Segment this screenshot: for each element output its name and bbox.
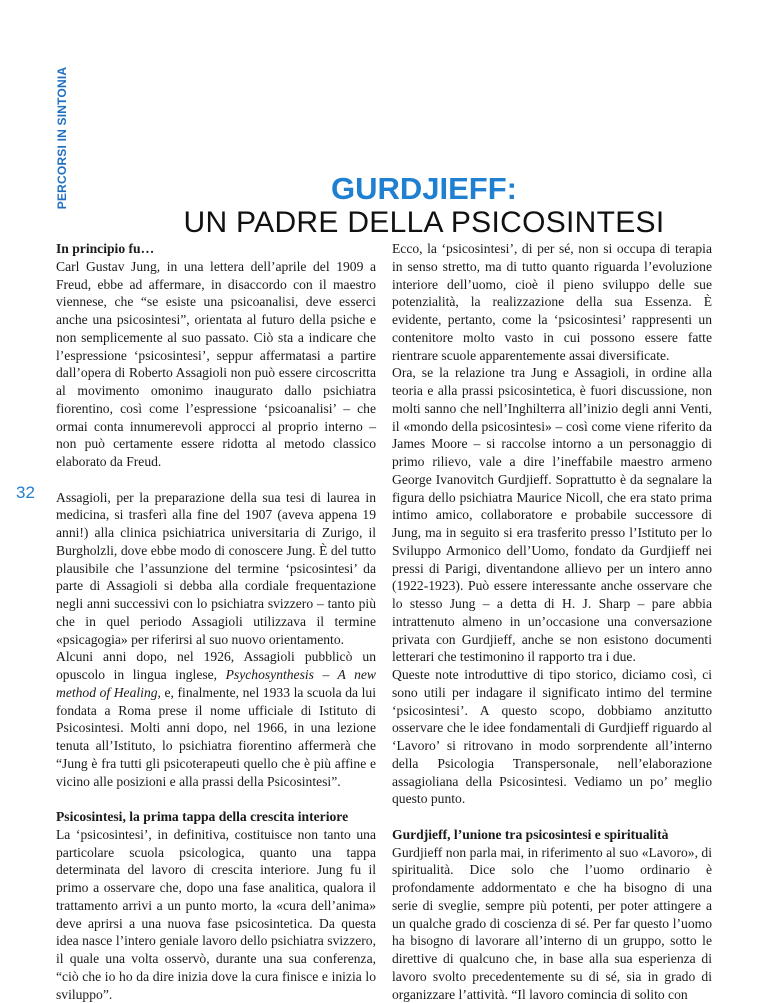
right-column <box>392 240 712 1003</box>
article-title: GURDJIEFF: <box>80 172 768 206</box>
paragraph <box>56 648 376 790</box>
article-subtitle: UN PADRE DELLA PSICOSINTESI <box>80 206 768 240</box>
paragraph: Queste note introduttive di tipo storico, diciamo così, ci sono utili per indagare il significato intimo del termine ‘psicosintesi’. A questo scopo, dobbiamo anzitutto osservare che le idee fondamentali di Gurdjieff riguardo al ‘Lavoro’ si ritrovano in modo sorprendente all’interno della Psicologia Transpersonale, nell’elaborazione assagioliana della Psicosintesi. Vediamo un po’ meglio questo punto. <box>392 666 712 808</box>
paragraph-text: , e, finalmente, nel 1933 la scuola da lui fondata a Roma prese il nome ufficiale di Istituto di Psicosintesi. Molti anni dopo, nel 1966, in una lezione tenuta all’Istituto, lo psichiatra fiorentino affermerà che “Jung è fra tutti gli psicoterapeuti quello che è più affine e vicino alle posizioni e alla prassi della Psicosintesi”. <box>56 685 376 789</box>
paragraph: Ora, se la relazione tra Jung e Assagioli, in ordine alla teoria e alla prassi psicosintetica, è fuori discussione, non molti sanno che nell’Inghilterra all’inizio degli anni Venti, il «mondo della psicosintesi» – così come viene riferito da James Moore – si raccolse intorno a un personaggio di primo rilievo, vale a dire l’ineffabile maestro armeno George Ivanovitch Gurdjieff. Soprattutto è da segnalare la figura dello psichiatra Maurice Nicoll, che era stato prima intimo amico, collaboratore e probabile successore di Jung, ma in seguito si era trasferito presso l’Istituto per lo Sviluppo Armonico dell’Uomo, fondato da Gurdjieff nei pressi di Parigi, diventandone allievo per un intero anno (1922-1923). Può essere interessante anche osservare che lo stesso Jung – a detta di H. J. Sharp – pare abbia intrattenuto almeno in un’occasione una conversazione privata con Gurdjieff, anche se non esistono documenti letterari che testimonino il rapporto tra i due. <box>392 364 712 666</box>
left-column <box>56 240 376 1003</box>
paragraph: La ‘psicosintesi’, in definitiva, costituisce non tanto una particolare scuola psicologica, quanto una tappa determinata del lavoro di crescita interiore. Jung fu il primo a osservare che, dopo una fase analitica, qualora il trattamento arrivi a un punto morto, la «cura dell’anima» deve aprirsi a una nuova fase psicosintetica. Da questa idea nasce l’intero geniale lavoro dello psichiatra svizzero, il quale una volta osservò, durante una sua conferenza, “ciò che io ho da dire inizia dove la cura finisce e inizia lo sviluppo”. <box>56 826 376 1003</box>
article-title-block <box>80 172 768 240</box>
book-title: Psychosynthesis – A new method of Healing <box>56 667 376 700</box>
section-label-text: PERCORSI IN SINTONIA <box>55 66 69 208</box>
paragraph: Gurdjieff non parla mai, in riferimento al suo «Lavoro», di spiritualità. Dice solo che l’uomo ordinario è profondamente addormentato e che ha bisogno di una serie di sveglie, sempre più potenti, per poter attingere a un qualche grado di coscienza di sé. Per far questo l’uomo ha bisogno di lavorare all’interno di un gruppo, sotto le direttive di qualcuno che, in base alla sua esperienza di lavoro svolto precedentemente su di sé, sia in grado di organizzare l’attività. “Il lavoro comincia di solito con <box>392 844 712 1003</box>
paragraph: Assagioli, per la preparazione della sua tesi di laurea in medicina, si trasferì alla fine del 1907 (aveva appena 19 anni!) alla clinica psichiatrica universitaria di Zurigo, il Burgholzli, dove ebbe modo di conoscere Jung. È del tutto plausibile che l’assunzione del termine ‘psicosintesi’ da parte di Assagioli si debba alla cordiale frequentazione negli anni successivi con lo psichiatra svizzero – tanto più che in quel periodo Assagioli utilizzava il termine «psicagogia» per riferirsi al suo nuovo orientamento. <box>56 489 376 649</box>
paragraph-text: Alcuni anni dopo, nel 1926, Assagioli pubblicò un opuscolo in lingua inglese, <box>56 649 376 682</box>
paragraph: Carl Gustav Jung, in una lettera dell’aprile del 1909 a Freud, ebbe ad affermare, in disaccordo con il maestro viennese, che “se esiste una psicoanalisi, deve esserci anche una psicosintesi”, orientata al futuro della psiche e non semplicemente al suo passato. Ciò sta a indicare che l’espressione ‘psicosintesi’, seppur affermatasi a partire dall’opera di Roberto Assagioli non può essere circoscritta al movimento omonimo inaugurato dallo psichiatra fiorentino, così come l’espressione ‘psicoanalisi’ – che ormai conta innumerevoli approcci al proprio interno – non può certamente essere ridotta al metodo classico elaborato da Freud. <box>56 258 376 471</box>
section-heading: Psicosintesi, la prima tappa della crescita interiore <box>56 808 376 826</box>
section-heading: In principio fu… <box>56 240 376 258</box>
section-label <box>52 50 72 225</box>
paragraph: Ecco, la ‘psicosintesi’, di per sé, non si occupa di terapia in senso stretto, ma di tutto quanto riguarda l’evoluzione interiore dell’uomo, cioè il pieno sviluppo delle sue potenzialità, la realizzazione della sua Essenza. È evidente, pertanto, come la ‘psicosintesi’ rappresenti un contenitore molto vasto in cui possono essere fatte rientrare scuole apparentemente assai diversificate. <box>392 240 712 364</box>
page-number: 32 <box>16 483 35 503</box>
section-heading: Gurdjieff, l’unione tra psicosintesi e spiritualità <box>392 826 712 844</box>
